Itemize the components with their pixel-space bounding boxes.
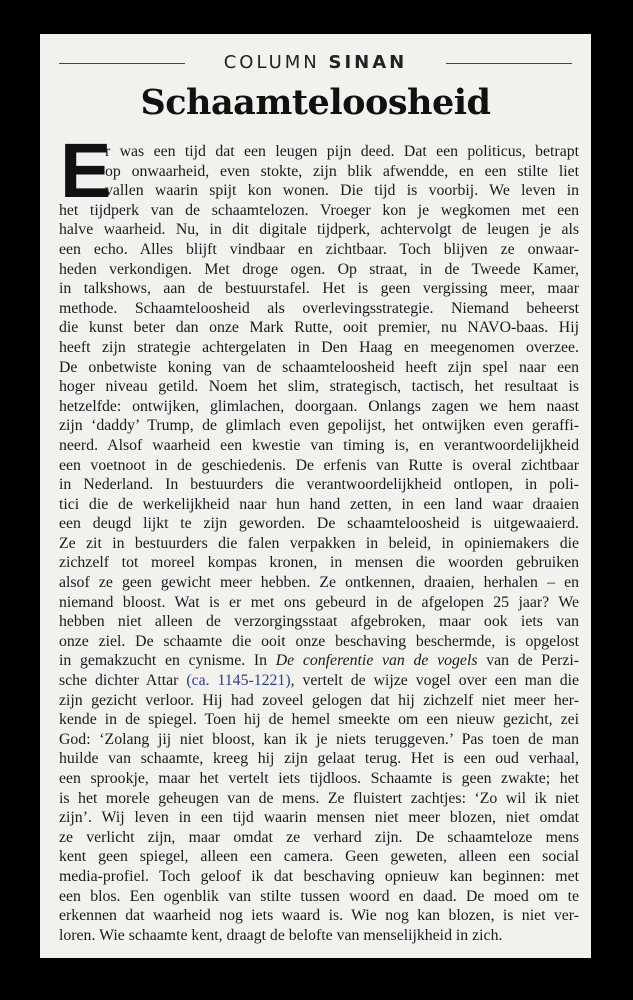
article-body xyxy=(59,128,580,945)
body-line: op onwaarheid, even stokte, zijn blik afwendde, en een stilte liet xyxy=(105,162,579,180)
attar-dates: (ca. 1145-1221) xyxy=(186,672,291,690)
column-label xyxy=(40,52,591,74)
body-line: zichzelf tot moreel kompas kronen, in mensen die woorden gebruiken xyxy=(59,554,579,572)
body-line: halve waarheid. Nu, in dit digitale tijdperk, achtervolgt de leugen je als xyxy=(59,221,579,239)
column-author: SINAN xyxy=(328,52,408,73)
body-line: hetzelfde: ontwijken, glimlachen, doorgaan. Onlangs zagen we hem naast xyxy=(59,397,579,415)
body-line: zijn ‘daddy’ Trump, de glimlach even gepolijst, het ontwijken even geraffi- xyxy=(59,417,579,435)
body-line: vallen waarin spijt kon wonen. Die tijd is voorbij. We leven in xyxy=(105,182,579,200)
body-line xyxy=(59,671,579,691)
body-text: , vertelt de wijze vogel over een man die xyxy=(290,672,579,690)
body-line: zijn’. Wij leven in een tijd waarin mensen niet meer blozen, niet omdat xyxy=(59,809,579,827)
body-line: een sprookje, maar het vertelt iets tijdloos. Schaamte is geen zwakte; het xyxy=(59,770,579,787)
body-line: loren. Wie schaamte kent, draagt de belofte van menselijkheid in zich. xyxy=(59,926,503,944)
body-line: een deugd lijkt te zijn geworden. De schaamteloosheid is uitgewaaierd. xyxy=(59,515,579,533)
body-line: in talkshows, aan de bestuurstafel. Het is geen vergissing meer, maar xyxy=(59,280,579,298)
body-line: het tijdperk van de schaamtelozen. Vroeger kon je wegkomen met een xyxy=(59,201,579,219)
body-line: kende in de spiegel. Toen hij de hemel smeekte om een nieuw gezicht, zei xyxy=(59,711,579,729)
drop-cap: E xyxy=(60,128,112,214)
body-line: een voetnoot in de geschiedenis. De erfenis van Rutte is overal zichtbaar xyxy=(59,456,579,474)
body-line: Ze zit in bestuurders die falen verpakken in beleid, in opiniemakers die xyxy=(59,534,579,552)
body-line: in Nederland. In bestuurders die verantwoordelijkheid ontlopen, in poli- xyxy=(59,476,579,494)
body-line: tici die de werkelijkheid naar hun hand zetten, in een land waar draaien xyxy=(59,495,579,513)
body-line: die kunst beter dan onze Mark Rutte, ooit premier, nu NAVO-baas. Hij xyxy=(59,319,579,337)
body-line: kent geen spiegel, alleen een camera. Geen geweten, alleen een social xyxy=(59,848,579,866)
column-section: COLUMN xyxy=(223,52,320,73)
book-title: De conferentie van de vogels xyxy=(275,652,478,670)
body-text: sche dichter Attar xyxy=(59,672,179,690)
body-line: erkennen dat waarheid nog iets waard is. Wie nog kan blozen, is niet ver- xyxy=(59,907,579,925)
body-line: heden verkondigen. Met droge ogen. Op straat, in de Tweede Kamer, xyxy=(59,260,579,278)
body-text: in gemakzucht en cynisme. In xyxy=(59,652,268,670)
body-line: media-profiel. Toch geloof ik dat beschaving opnieuw kan beginnen: met xyxy=(59,867,579,885)
body-line xyxy=(59,651,579,671)
body-line: hebben niet alleen de verzorgingsstaat afgebroken, maar ook iets van xyxy=(59,613,579,631)
body-text: van de Perzi- xyxy=(486,652,580,670)
body-line: een blos. Een ogenblik van stilte tussen woord en daad. De moed om te xyxy=(59,887,579,905)
body-line: heeft zijn strategie achtergelaten in Den Haag en meegenomen overzee. xyxy=(59,338,579,356)
body-line: ze verlicht zijn, maar omdat ze verhard zijn. De schaamteloze mens xyxy=(59,828,579,846)
body-line: methode. Schaamteloosheid als overlevingsstrategie. Niemand beheerst xyxy=(59,299,579,317)
body-line: is het morele geheugen van de mens. Ze fluistert zachtjes: ‘Zo wil ik niet xyxy=(59,789,579,807)
body-line: zijn gezicht verloor. Hij had zoveel gelogen dat hij zichzelf niet meer her- xyxy=(59,691,579,709)
column-page xyxy=(40,34,591,958)
body-line: een echo. Alles blijft vindbaar en zichtbaar. Toch blijven ze onwaar- xyxy=(59,240,579,258)
body-line: niemand bloost. Wat is er met ons gebeurd in de afgelopen 25 jaar? We xyxy=(59,593,579,611)
body-line: hoger niveau getild. Noem het slim, strategisch, tactisch, het resultaat is xyxy=(59,378,579,396)
column-header xyxy=(40,52,591,74)
body-line: onze ziel. De schaamte die ooit onze beschaving beschermde, is opgelost xyxy=(59,632,579,650)
body-line: De onbetwiste koning van de schaamteloosheid heeft zijn spel naar een xyxy=(59,358,579,376)
body-line: alsof ze geen gewicht meer hebben. Ze ontkennen, draaien, herhalen – en xyxy=(59,574,579,592)
body-line: huilde van schaamte, kreeg hij zijn gelaat terug. Het is een oud verhaal, xyxy=(59,750,579,768)
body-line: God: ‘Zolang jij niet bloost, kan ik je niets teruggeven.’ Pas toen de man xyxy=(59,730,579,748)
article-title: Schaamteloosheid xyxy=(140,82,491,123)
body-line: r was een tijd dat een leugen pijn deed. Dat een politicus, betrapt xyxy=(105,143,579,160)
body-line: neerd. Alsof waarheid een kwestie van timing is, en verantwoordelijkheid xyxy=(59,436,579,454)
